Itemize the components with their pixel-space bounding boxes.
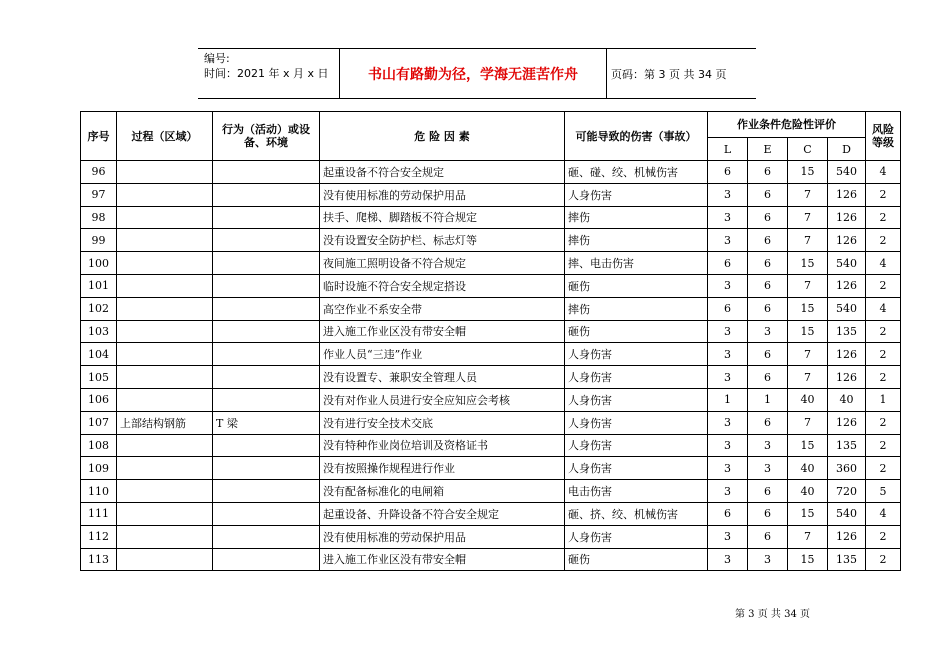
- cell-seq: 111: [81, 502, 117, 525]
- cell-D: 126: [828, 229, 866, 252]
- cell-process: [117, 388, 213, 411]
- cell-harm: 人身伤害: [565, 343, 708, 366]
- cell-L: 6: [708, 252, 748, 275]
- cell-hazard: 临时设施不符合安全规定搭设: [320, 274, 565, 297]
- cell-harm: 摔伤: [565, 297, 708, 320]
- table-row: [81, 206, 901, 229]
- cell-hazard: 起重设备不符合安全规定: [320, 161, 565, 184]
- cell-C: 15: [788, 502, 828, 525]
- cell-risk: 2: [866, 183, 901, 206]
- cell-process: [117, 206, 213, 229]
- table-row: [81, 525, 901, 548]
- cell-activity: [213, 457, 320, 480]
- cell-seq: 108: [81, 434, 117, 457]
- cell-activity: [213, 183, 320, 206]
- cell-process: [117, 366, 213, 389]
- cell-process: [117, 320, 213, 343]
- cell-E: 6: [748, 229, 788, 252]
- cell-L: 3: [708, 434, 748, 457]
- table-row: [81, 183, 901, 206]
- cell-L: 3: [708, 457, 748, 480]
- cell-activity: [213, 252, 320, 275]
- cell-risk: 2: [866, 366, 901, 389]
- cell-E: 6: [748, 297, 788, 320]
- cell-process: [117, 343, 213, 366]
- cell-C: 15: [788, 161, 828, 184]
- table-body: [81, 161, 901, 571]
- hazard-table: [80, 111, 901, 571]
- cell-hazard: 没有使用标准的劳动保护用品: [320, 525, 565, 548]
- header-C: C: [788, 138, 828, 161]
- header-motto: 书山有路勤为径，学海无涯苦作舟: [340, 49, 607, 98]
- cell-D: 126: [828, 183, 866, 206]
- cell-D: 126: [828, 206, 866, 229]
- cell-L: 6: [708, 502, 748, 525]
- cell-seq: 98: [81, 206, 117, 229]
- cell-D: 720: [828, 480, 866, 503]
- cell-harm: 砸伤: [565, 320, 708, 343]
- cell-E: 3: [748, 320, 788, 343]
- cell-seq: 105: [81, 366, 117, 389]
- cell-harm: 人身伤害: [565, 457, 708, 480]
- cell-D: 540: [828, 252, 866, 275]
- cell-process: [117, 525, 213, 548]
- cell-harm: 砸、挤、绞、机械伤害: [565, 502, 708, 525]
- header-E: E: [748, 138, 788, 161]
- cell-C: 7: [788, 343, 828, 366]
- cell-risk: 1: [866, 388, 901, 411]
- cell-harm: 人身伤害: [565, 411, 708, 434]
- cell-activity: [213, 502, 320, 525]
- cell-risk: 2: [866, 206, 901, 229]
- cell-E: 6: [748, 206, 788, 229]
- cell-seq: 99: [81, 229, 117, 252]
- table-row: [81, 480, 901, 503]
- cell-C: 15: [788, 297, 828, 320]
- cell-hazard: 没有对作业人员进行安全应知应会考核: [320, 388, 565, 411]
- cell-D: 540: [828, 297, 866, 320]
- cell-risk: 2: [866, 434, 901, 457]
- cell-seq: 109: [81, 457, 117, 480]
- table-row: [81, 366, 901, 389]
- header-risk: 风险等级: [866, 112, 901, 161]
- cell-L: 6: [708, 297, 748, 320]
- header-harm: 可能导致的伤害（事故）: [565, 112, 708, 161]
- cell-risk: 2: [866, 229, 901, 252]
- cell-D: 126: [828, 343, 866, 366]
- table-row: [81, 161, 901, 184]
- header-seq: 序号: [81, 112, 117, 161]
- cell-E: 6: [748, 411, 788, 434]
- page-header: [198, 48, 756, 99]
- cell-activity: [213, 297, 320, 320]
- cell-D: 360: [828, 457, 866, 480]
- cell-risk: 2: [866, 320, 901, 343]
- cell-E: 6: [748, 480, 788, 503]
- cell-hazard: 扶手、爬梯、脚踏板不符合规定: [320, 206, 565, 229]
- cell-process: [117, 161, 213, 184]
- cell-activity: [213, 434, 320, 457]
- cell-harm: 人身伤害: [565, 366, 708, 389]
- cell-risk: 2: [866, 525, 901, 548]
- cell-process: [117, 502, 213, 525]
- cell-D: 126: [828, 366, 866, 389]
- cell-C: 7: [788, 274, 828, 297]
- header-meta: [198, 49, 340, 98]
- cell-harm: 人身伤害: [565, 183, 708, 206]
- cell-seq: 100: [81, 252, 117, 275]
- cell-L: 3: [708, 525, 748, 548]
- cell-seq: 104: [81, 343, 117, 366]
- cell-harm: 人身伤害: [565, 434, 708, 457]
- table-row: [81, 343, 901, 366]
- cell-C: 7: [788, 525, 828, 548]
- cell-activity: T 梁: [213, 411, 320, 434]
- header-L: L: [708, 138, 748, 161]
- cell-hazard: 没有进行安全技术交底: [320, 411, 565, 434]
- cell-C: 7: [788, 183, 828, 206]
- cell-risk: 4: [866, 502, 901, 525]
- cell-harm: 电击伤害: [565, 480, 708, 503]
- cell-D: 135: [828, 434, 866, 457]
- cell-E: 3: [748, 457, 788, 480]
- cell-hazard: 没有设置专、兼职安全管理人员: [320, 366, 565, 389]
- cell-C: 15: [788, 252, 828, 275]
- cell-E: 1: [748, 388, 788, 411]
- cell-C: 40: [788, 457, 828, 480]
- cell-L: 3: [708, 274, 748, 297]
- cell-harm: 摔、电击伤害: [565, 252, 708, 275]
- cell-D: 126: [828, 525, 866, 548]
- cell-seq: 107: [81, 411, 117, 434]
- cell-hazard: 没有使用标准的劳动保护用品: [320, 183, 565, 206]
- cell-D: 135: [828, 320, 866, 343]
- cell-seq: 97: [81, 183, 117, 206]
- cell-activity: [213, 548, 320, 571]
- cell-hazard: 没有按照操作规程进行作业: [320, 457, 565, 480]
- cell-seq: 110: [81, 480, 117, 503]
- cell-C: 40: [788, 388, 828, 411]
- cell-E: 6: [748, 252, 788, 275]
- cell-activity: [213, 388, 320, 411]
- cell-harm: 砸伤: [565, 548, 708, 571]
- table-row: [81, 434, 901, 457]
- cell-C: 15: [788, 548, 828, 571]
- page-footer: 第 3 页 共 34 页: [735, 609, 810, 620]
- cell-E: 3: [748, 548, 788, 571]
- cell-seq: 103: [81, 320, 117, 343]
- cell-activity: [213, 229, 320, 252]
- header-D: D: [828, 138, 866, 161]
- header-evaluation: 作业条件危险性评价: [708, 112, 866, 138]
- cell-L: 3: [708, 183, 748, 206]
- date-label: 时间：2021 年 x 月 x 日: [204, 67, 329, 80]
- cell-C: 7: [788, 206, 828, 229]
- cell-C: 7: [788, 366, 828, 389]
- cell-harm: 摔伤: [565, 206, 708, 229]
- header-activity: 行为（活动）或设备、环境: [213, 112, 320, 161]
- cell-activity: [213, 320, 320, 343]
- cell-C: 15: [788, 320, 828, 343]
- cell-process: 上部结构钢筋: [117, 411, 213, 434]
- cell-harm: 摔伤: [565, 229, 708, 252]
- cell-seq: 113: [81, 548, 117, 571]
- cell-D: 540: [828, 502, 866, 525]
- cell-hazard: 高空作业不系安全带: [320, 297, 565, 320]
- cell-hazard: 夜间施工照明设备不符合规定: [320, 252, 565, 275]
- cell-process: [117, 297, 213, 320]
- cell-process: [117, 548, 213, 571]
- cell-D: 126: [828, 411, 866, 434]
- table-row: [81, 457, 901, 480]
- cell-harm: 砸伤: [565, 274, 708, 297]
- cell-risk: 2: [866, 457, 901, 480]
- cell-C: 40: [788, 480, 828, 503]
- cell-D: 126: [828, 274, 866, 297]
- table-row: [81, 548, 901, 571]
- table-row: [81, 320, 901, 343]
- cell-E: 6: [748, 161, 788, 184]
- cell-L: 3: [708, 229, 748, 252]
- cell-E: 6: [748, 343, 788, 366]
- cell-process: [117, 183, 213, 206]
- cell-L: 3: [708, 548, 748, 571]
- cell-harm: 砸、碰、绞、机械伤害: [565, 161, 708, 184]
- header-page-label: 页码：第 3 页 共 34 页: [611, 67, 727, 81]
- cell-process: [117, 480, 213, 503]
- cell-D: 540: [828, 161, 866, 184]
- cell-L: 3: [708, 366, 748, 389]
- header-hazard: 危 险 因 素: [320, 112, 565, 161]
- cell-E: 6: [748, 274, 788, 297]
- cell-E: 6: [748, 525, 788, 548]
- cell-risk: 2: [866, 548, 901, 571]
- cell-process: [117, 252, 213, 275]
- table-row: [81, 274, 901, 297]
- cell-L: 6: [708, 161, 748, 184]
- cell-process: [117, 457, 213, 480]
- cell-risk: 4: [866, 161, 901, 184]
- cell-activity: [213, 480, 320, 503]
- table-row: [81, 502, 901, 525]
- cell-L: 3: [708, 411, 748, 434]
- cell-seq: 102: [81, 297, 117, 320]
- cell-harm: 人身伤害: [565, 525, 708, 548]
- cell-activity: [213, 274, 320, 297]
- header-process: 过程（区域）: [117, 112, 213, 161]
- cell-D: 135: [828, 548, 866, 571]
- cell-seq: 112: [81, 525, 117, 548]
- cell-activity: [213, 525, 320, 548]
- table-row: [81, 229, 901, 252]
- cell-L: 3: [708, 206, 748, 229]
- cell-L: 1: [708, 388, 748, 411]
- cell-activity: [213, 206, 320, 229]
- table-row: [81, 297, 901, 320]
- cell-hazard: 进入施工作业区没有带安全帽: [320, 320, 565, 343]
- cell-activity: [213, 343, 320, 366]
- cell-C: 7: [788, 411, 828, 434]
- cell-E: 6: [748, 183, 788, 206]
- cell-process: [117, 229, 213, 252]
- cell-seq: 101: [81, 274, 117, 297]
- cell-risk: 2: [866, 343, 901, 366]
- cell-hazard: 起重设备、升降设备不符合安全规定: [320, 502, 565, 525]
- cell-L: 3: [708, 480, 748, 503]
- cell-activity: [213, 161, 320, 184]
- number-label: 编号:: [204, 52, 230, 65]
- cell-E: 6: [748, 366, 788, 389]
- cell-risk: 2: [866, 274, 901, 297]
- cell-hazard: 没有特种作业岗位培训及资格证书: [320, 434, 565, 457]
- cell-seq: 106: [81, 388, 117, 411]
- cell-hazard: 作业人员“三违”作业: [320, 343, 565, 366]
- cell-hazard: 进入施工作业区没有带安全帽: [320, 548, 565, 571]
- cell-activity: [213, 366, 320, 389]
- cell-hazard: 没有配备标准化的电闸箱: [320, 480, 565, 503]
- cell-process: [117, 434, 213, 457]
- cell-C: 7: [788, 229, 828, 252]
- cell-harm: 人身伤害: [565, 388, 708, 411]
- cell-E: 6: [748, 502, 788, 525]
- cell-C: 15: [788, 434, 828, 457]
- table-row: [81, 411, 901, 434]
- cell-risk: 4: [866, 297, 901, 320]
- cell-D: 40: [828, 388, 866, 411]
- cell-risk: 4: [866, 252, 901, 275]
- cell-process: [117, 274, 213, 297]
- cell-risk: 5: [866, 480, 901, 503]
- cell-risk: 2: [866, 411, 901, 434]
- table-row: [81, 252, 901, 275]
- table-row: [81, 388, 901, 411]
- cell-hazard: 没有设置安全防护栏、标志灯等: [320, 229, 565, 252]
- cell-seq: 96: [81, 161, 117, 184]
- cell-L: 3: [708, 320, 748, 343]
- cell-E: 3: [748, 434, 788, 457]
- cell-L: 3: [708, 343, 748, 366]
